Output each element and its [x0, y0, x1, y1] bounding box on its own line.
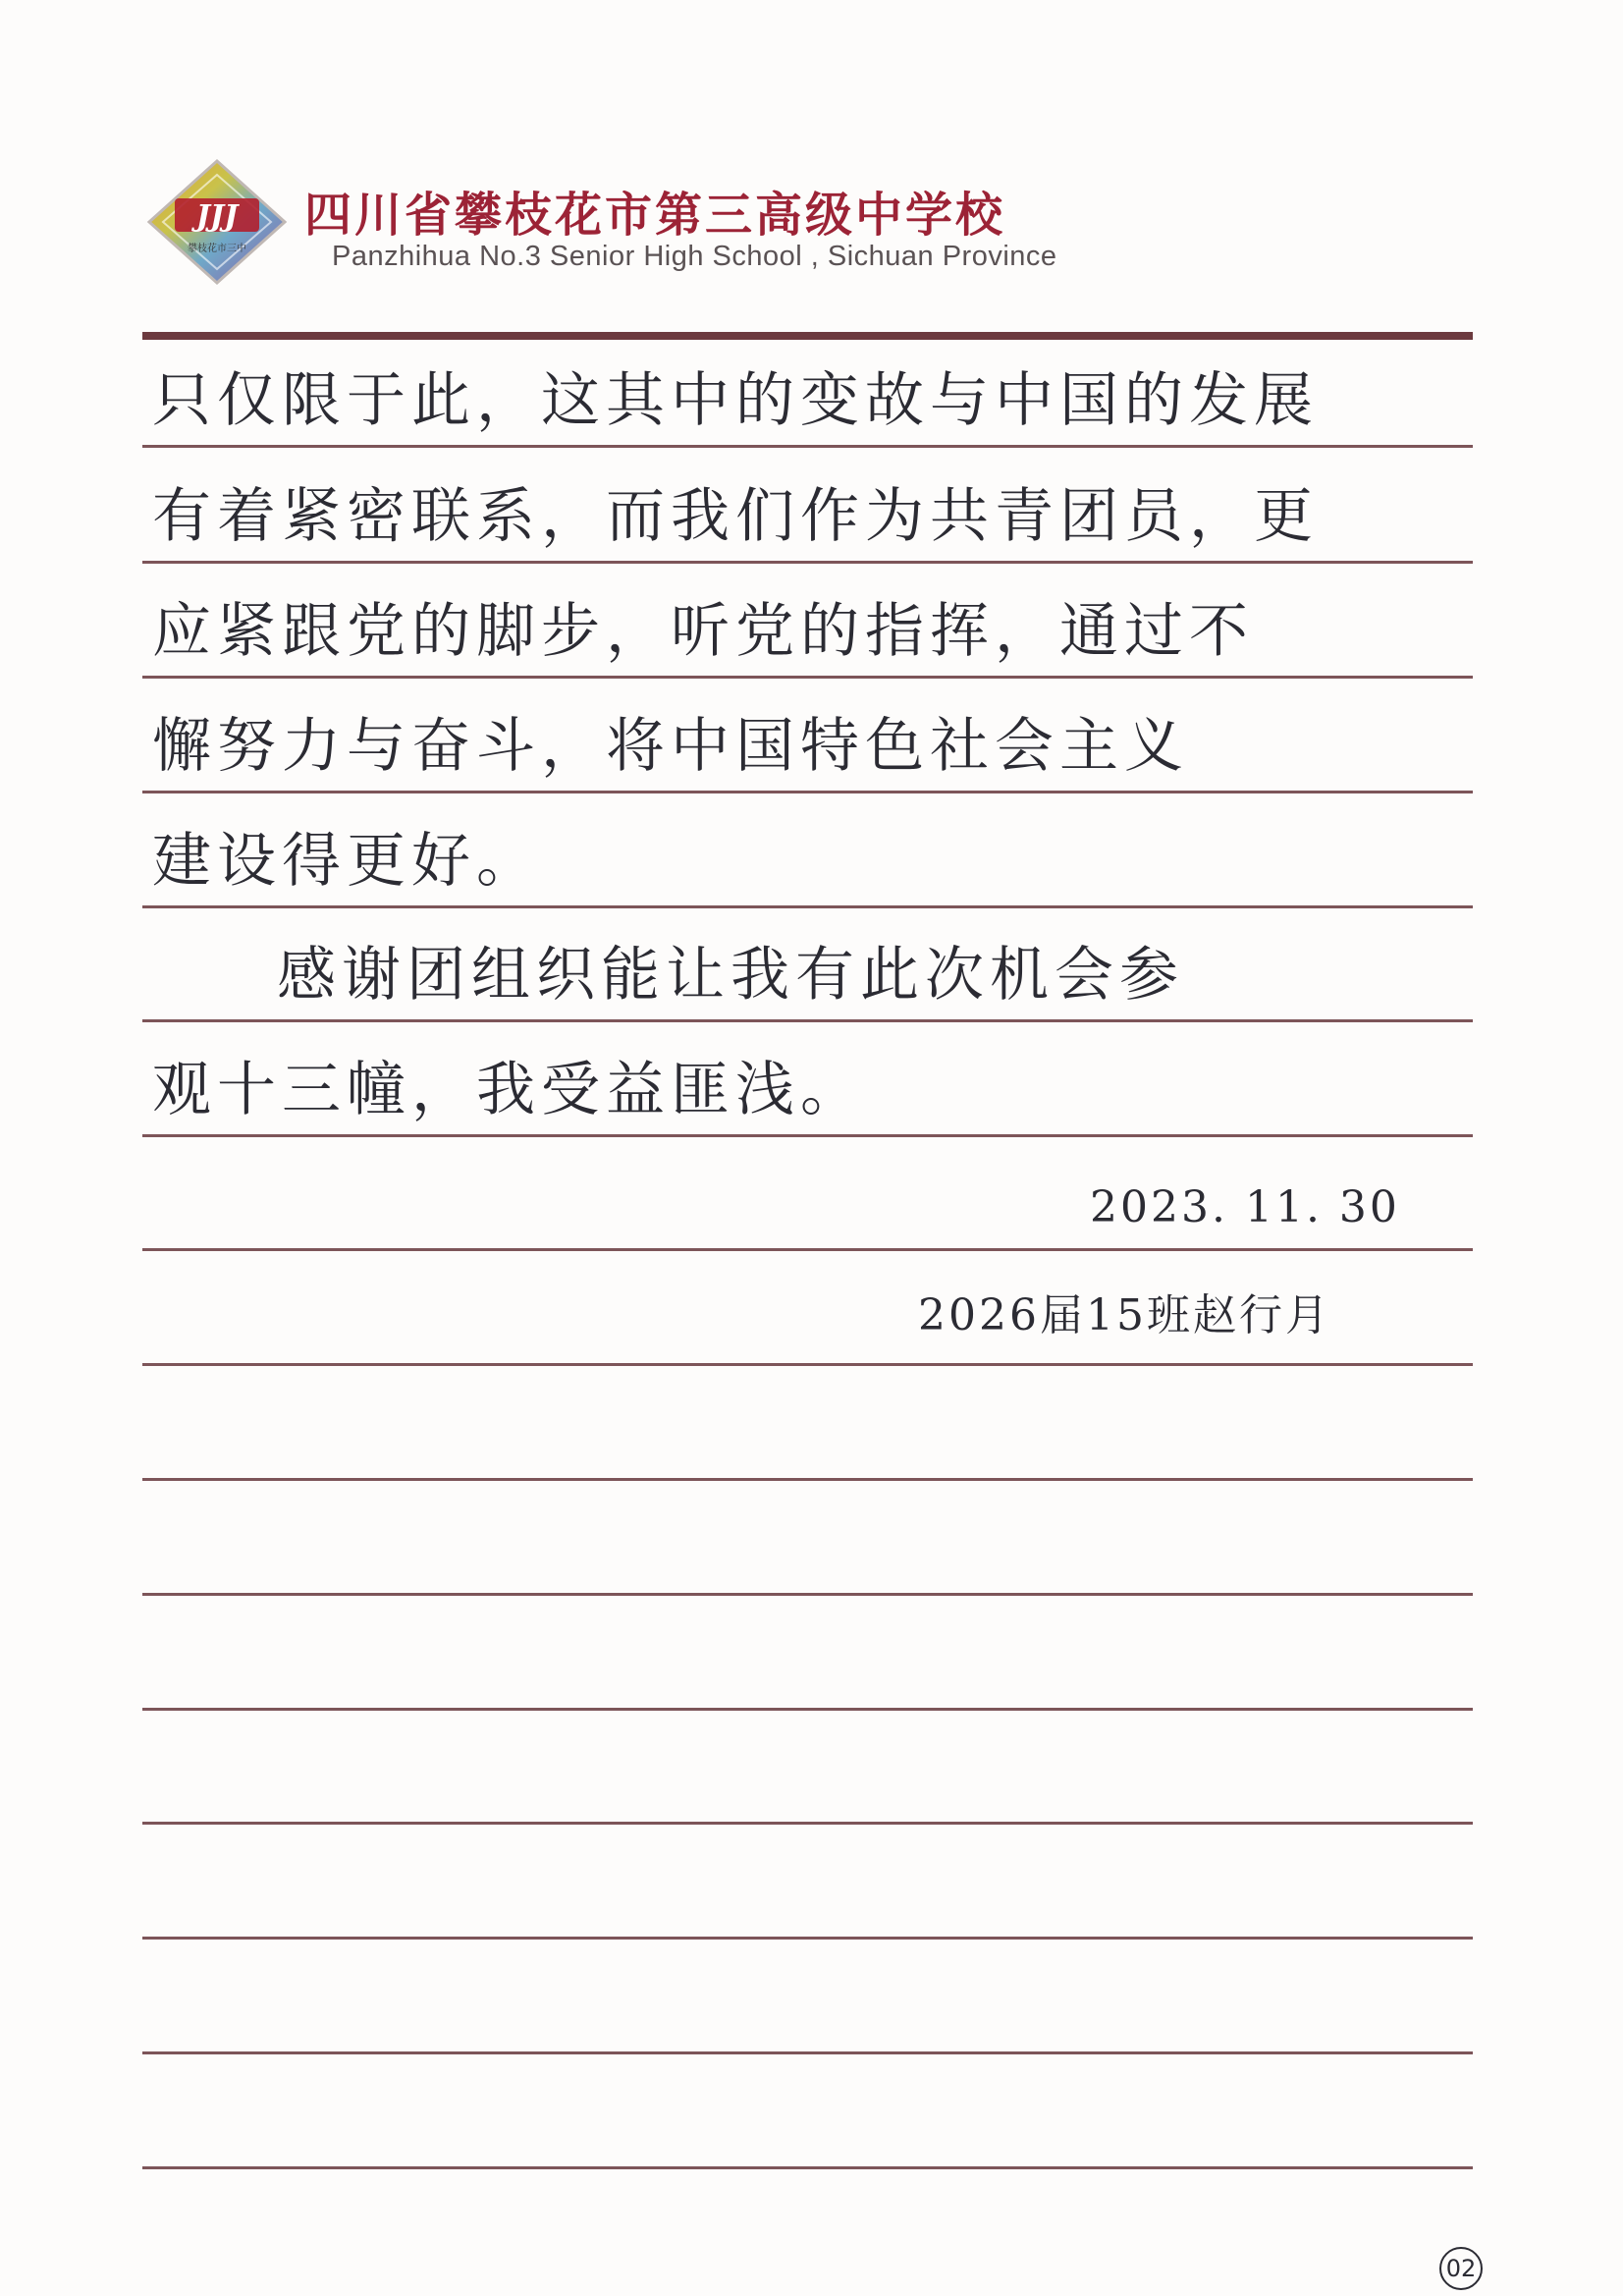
body-line: 应紧跟党的脚步，听党的指挥，通过不	[152, 597, 1254, 666]
body-line: 懈努力与奋斗，将中国特色社会主义	[152, 712, 1189, 781]
body-line: 只仅限于此，这其中的变故与中国的发展	[152, 366, 1319, 435]
logo-mark: JJJ	[195, 199, 239, 234]
signature: 2026届15班赵行月	[918, 1290, 1331, 1340]
ruled-line	[142, 1822, 1473, 1825]
ruled-line	[142, 1134, 1473, 1137]
ruled-line	[142, 1019, 1473, 1022]
school-name-en: Panzhihua No.3 Senior High School , Sichuan Province	[332, 241, 1057, 272]
ruled-line	[142, 791, 1473, 793]
ruled-line	[142, 1248, 1473, 1251]
ruled-line	[142, 1478, 1473, 1481]
ruled-line	[142, 561, 1473, 564]
ruled-line	[142, 1937, 1473, 1940]
body-line: 有着紧密联系，而我们作为共青团员，更	[152, 482, 1319, 551]
ruled-line	[142, 1363, 1473, 1366]
ruled-line	[142, 1593, 1473, 1596]
ruled-line	[142, 676, 1473, 679]
ruled-line	[142, 905, 1473, 908]
ruled-line	[142, 445, 1473, 448]
body-line: 观十三幢，我受益匪浅。	[152, 1056, 865, 1124]
school-logo	[145, 157, 289, 287]
ruled-line	[142, 2051, 1473, 2054]
ruled-line	[142, 1708, 1473, 1711]
ruled-line	[142, 2166, 1473, 2169]
header-divider	[142, 332, 1473, 340]
logo-caption: 攀枝花市三中	[188, 244, 246, 254]
body-line: 建设得更好。	[152, 827, 541, 896]
school-name-cn: 四川省攀枝花市第三高级中学校	[304, 188, 1006, 243]
letter-date: 2023. 11. 30	[1090, 1182, 1400, 1232]
body-line: 感谢团组织能让我有此次机会参	[277, 941, 1184, 1010]
page-number: 02	[1439, 2247, 1483, 2290]
